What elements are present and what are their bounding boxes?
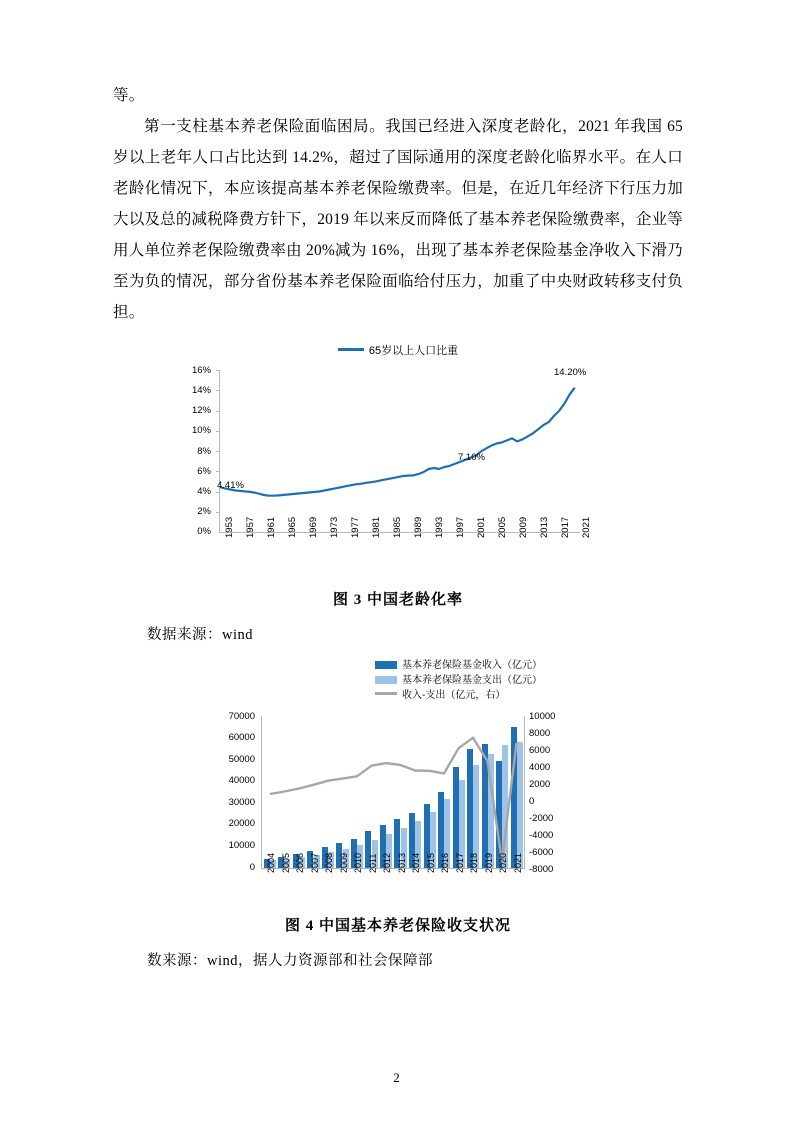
chart4-net-line [262, 716, 524, 868]
chart4-xtick-7: 2011 [367, 853, 378, 873]
chart3-xtick-15: 2013 [539, 516, 550, 538]
legend-swatch-income [375, 661, 397, 669]
chart4-xtick-3: 2007 [309, 852, 320, 873]
chart3-annotation-2000: 7.10% [458, 452, 485, 463]
chart4-xtick-14: 2018 [469, 852, 479, 873]
chart4-ytick-left-1: 10000 [228, 840, 255, 851]
chart4-xtick-6: 2010 [353, 852, 363, 873]
chart3-xtick-10: 1993 [434, 516, 445, 538]
chart3-ytick-8: 16% [191, 365, 211, 376]
chart3-xtick-16: 2017 [560, 516, 571, 538]
chart4-ytick-right-5: 2000 [529, 779, 551, 790]
figure-4-caption: 图 4 中国基本养老保险收支状况 [284, 918, 511, 934]
chart3-ytick-5: 10% [191, 425, 211, 436]
chart3-legend [113, 342, 683, 358]
legend-label-expense: 基本养老保险基金支出（亿元） [402, 675, 542, 686]
paragraph-2: 第一支柱基本养老保险面临困局。我国已经进入深度老龄化，2021 年我国 65 岁以上老年人口占比达到 14.2%，超过了国际通用的深度老龄化临界水平。在人口老龄化情况下，本应该提高基本养老保险缴费率。但是，在近几年经济下行压力加大以及总的减税降费方针下，2019 年以来反而降低了基本养老保险缴费率，企业等用人单位养老保险缴费率由 20%减为 16%，出现了基本养老保险基金净收入下滑乃至为负的情况，部分省份基本养老保险面临给付压力，加重了中央财政转移支付负担。 [113, 118, 683, 321]
chart3-ytick-1: 2% [197, 506, 211, 517]
chart3-xtick-8: 1985 [392, 516, 403, 538]
chart3-xtick-9: 1989 [413, 516, 424, 538]
chart3-annotation-2021: 14.20% [554, 367, 587, 378]
chart3-xtick-0: 1953 [224, 516, 235, 538]
chart3-ytick-4: 8% [197, 446, 211, 457]
chart4-xtick-15: 2019 [483, 852, 494, 873]
paragraph-1: 等。 [113, 87, 145, 104]
chart3-xtick-7: 1981 [371, 516, 382, 538]
legend-swatch-net [375, 692, 397, 695]
chart3-xtick-11: 1997 [455, 516, 466, 538]
figure-3 [113, 342, 683, 644]
legend-label-aging: 65岁以上人口比重 [368, 345, 459, 357]
chart3-line-path [220, 370, 580, 532]
figure-3-caption: 图 3 中国老龄化率 [332, 592, 463, 608]
chart4-xtick-11: 2015 [425, 852, 436, 873]
chart4-ytick-left-0: 0 [249, 862, 255, 873]
chart4-ytick-right-9: 10000 [529, 711, 556, 722]
figure-4-source: 数来源：wind，据人力资源部和社会保障部 [147, 953, 433, 969]
chart4-xtick-8: 2012 [382, 852, 392, 873]
chart3-ytick-6: 12% [191, 405, 211, 416]
chart4-ytick-left-4: 40000 [228, 775, 255, 786]
chart4-xtick-5: 2009 [338, 852, 349, 873]
chart3-xtick-4: 1969 [308, 516, 319, 538]
aging-rate-line-chart [113, 342, 683, 582]
figure-4 [113, 658, 683, 970]
chart4-plot-area [261, 716, 525, 869]
chart4-legend-item-net [375, 688, 542, 703]
chart4-ytick-left-6: 60000 [228, 732, 255, 743]
chart4-xtick-13: 2017 [454, 852, 465, 873]
legend-label-net: 收入-支出（亿元，右） [402, 690, 506, 701]
chart4-xtick-16: 2020 [498, 852, 508, 873]
chart3-xtick-2: 1961 [266, 516, 277, 538]
chart4-legend-item-income [375, 658, 542, 673]
chart4-xtick-10: 2014 [411, 852, 421, 873]
chart4-ytick-left-2: 20000 [228, 818, 255, 829]
chart4-xtick-1: 2005 [280, 852, 291, 873]
legend-swatch-aging [338, 348, 364, 351]
chart3-xtick-14: 2009 [518, 516, 529, 538]
figure-3-source: 数据来源：wind [147, 627, 253, 643]
chart4-ytick-right-4: 0 [529, 796, 535, 807]
legend-swatch-expense [375, 676, 397, 684]
chart4-xtick-9: 2013 [396, 852, 407, 873]
chart4-ytick-right-1: -6000 [529, 847, 554, 858]
chart3-xtick-13: 2005 [497, 516, 508, 538]
chart4-ytick-right-6: 4000 [529, 762, 551, 773]
chart3-xtick-12: 2001 [476, 516, 487, 538]
chart4-legend-item-expense [375, 673, 542, 688]
chart4-xtick-4: 2008 [324, 852, 334, 873]
page-content [113, 80, 683, 970]
chart3-ytick-7: 14% [191, 385, 211, 396]
chart3-xtick-1: 1957 [245, 516, 256, 538]
chart3-ytick-3: 6% [197, 466, 211, 477]
chart4-ytick-right-3: -2000 [529, 813, 554, 824]
chart4-ytick-left-3: 30000 [228, 797, 255, 808]
chart3-xtick-17: 2021 [581, 516, 592, 538]
chart4-ytick-right-8: 8000 [529, 728, 551, 739]
page-number: 2 [393, 1070, 400, 1085]
chart4-xtick-17: 2021 [512, 852, 523, 873]
chart3-xtick-3: 1965 [287, 516, 298, 538]
chart3-ytick-2: 4% [197, 486, 211, 497]
chart3-ytick-0: 0% [197, 526, 211, 537]
chart4-xtick-12: 2016 [440, 852, 450, 873]
pension-income-expense-chart [113, 658, 683, 908]
chart4-ytick-right-0: -8000 [529, 864, 554, 875]
legend-label-income: 基本养老保险基金收入（亿元） [402, 660, 542, 671]
chart4-xtick-2: 2006 [295, 852, 305, 873]
chart4-legend [375, 658, 542, 703]
chart3-xtick-5: 1973 [329, 516, 340, 538]
chart4-ytick-right-7: 6000 [529, 745, 551, 756]
chart4-xtick-0: 2004 [266, 852, 276, 873]
chart4-ytick-left-7: 70000 [228, 711, 255, 722]
chart3-plot-area [219, 370, 580, 533]
chart3-annotation-1953: 4.41% [217, 480, 244, 491]
chart3-xtick-6: 1977 [350, 516, 361, 538]
chart4-ytick-left-5: 50000 [228, 754, 255, 765]
chart4-ytick-right-2: -4000 [529, 830, 554, 841]
